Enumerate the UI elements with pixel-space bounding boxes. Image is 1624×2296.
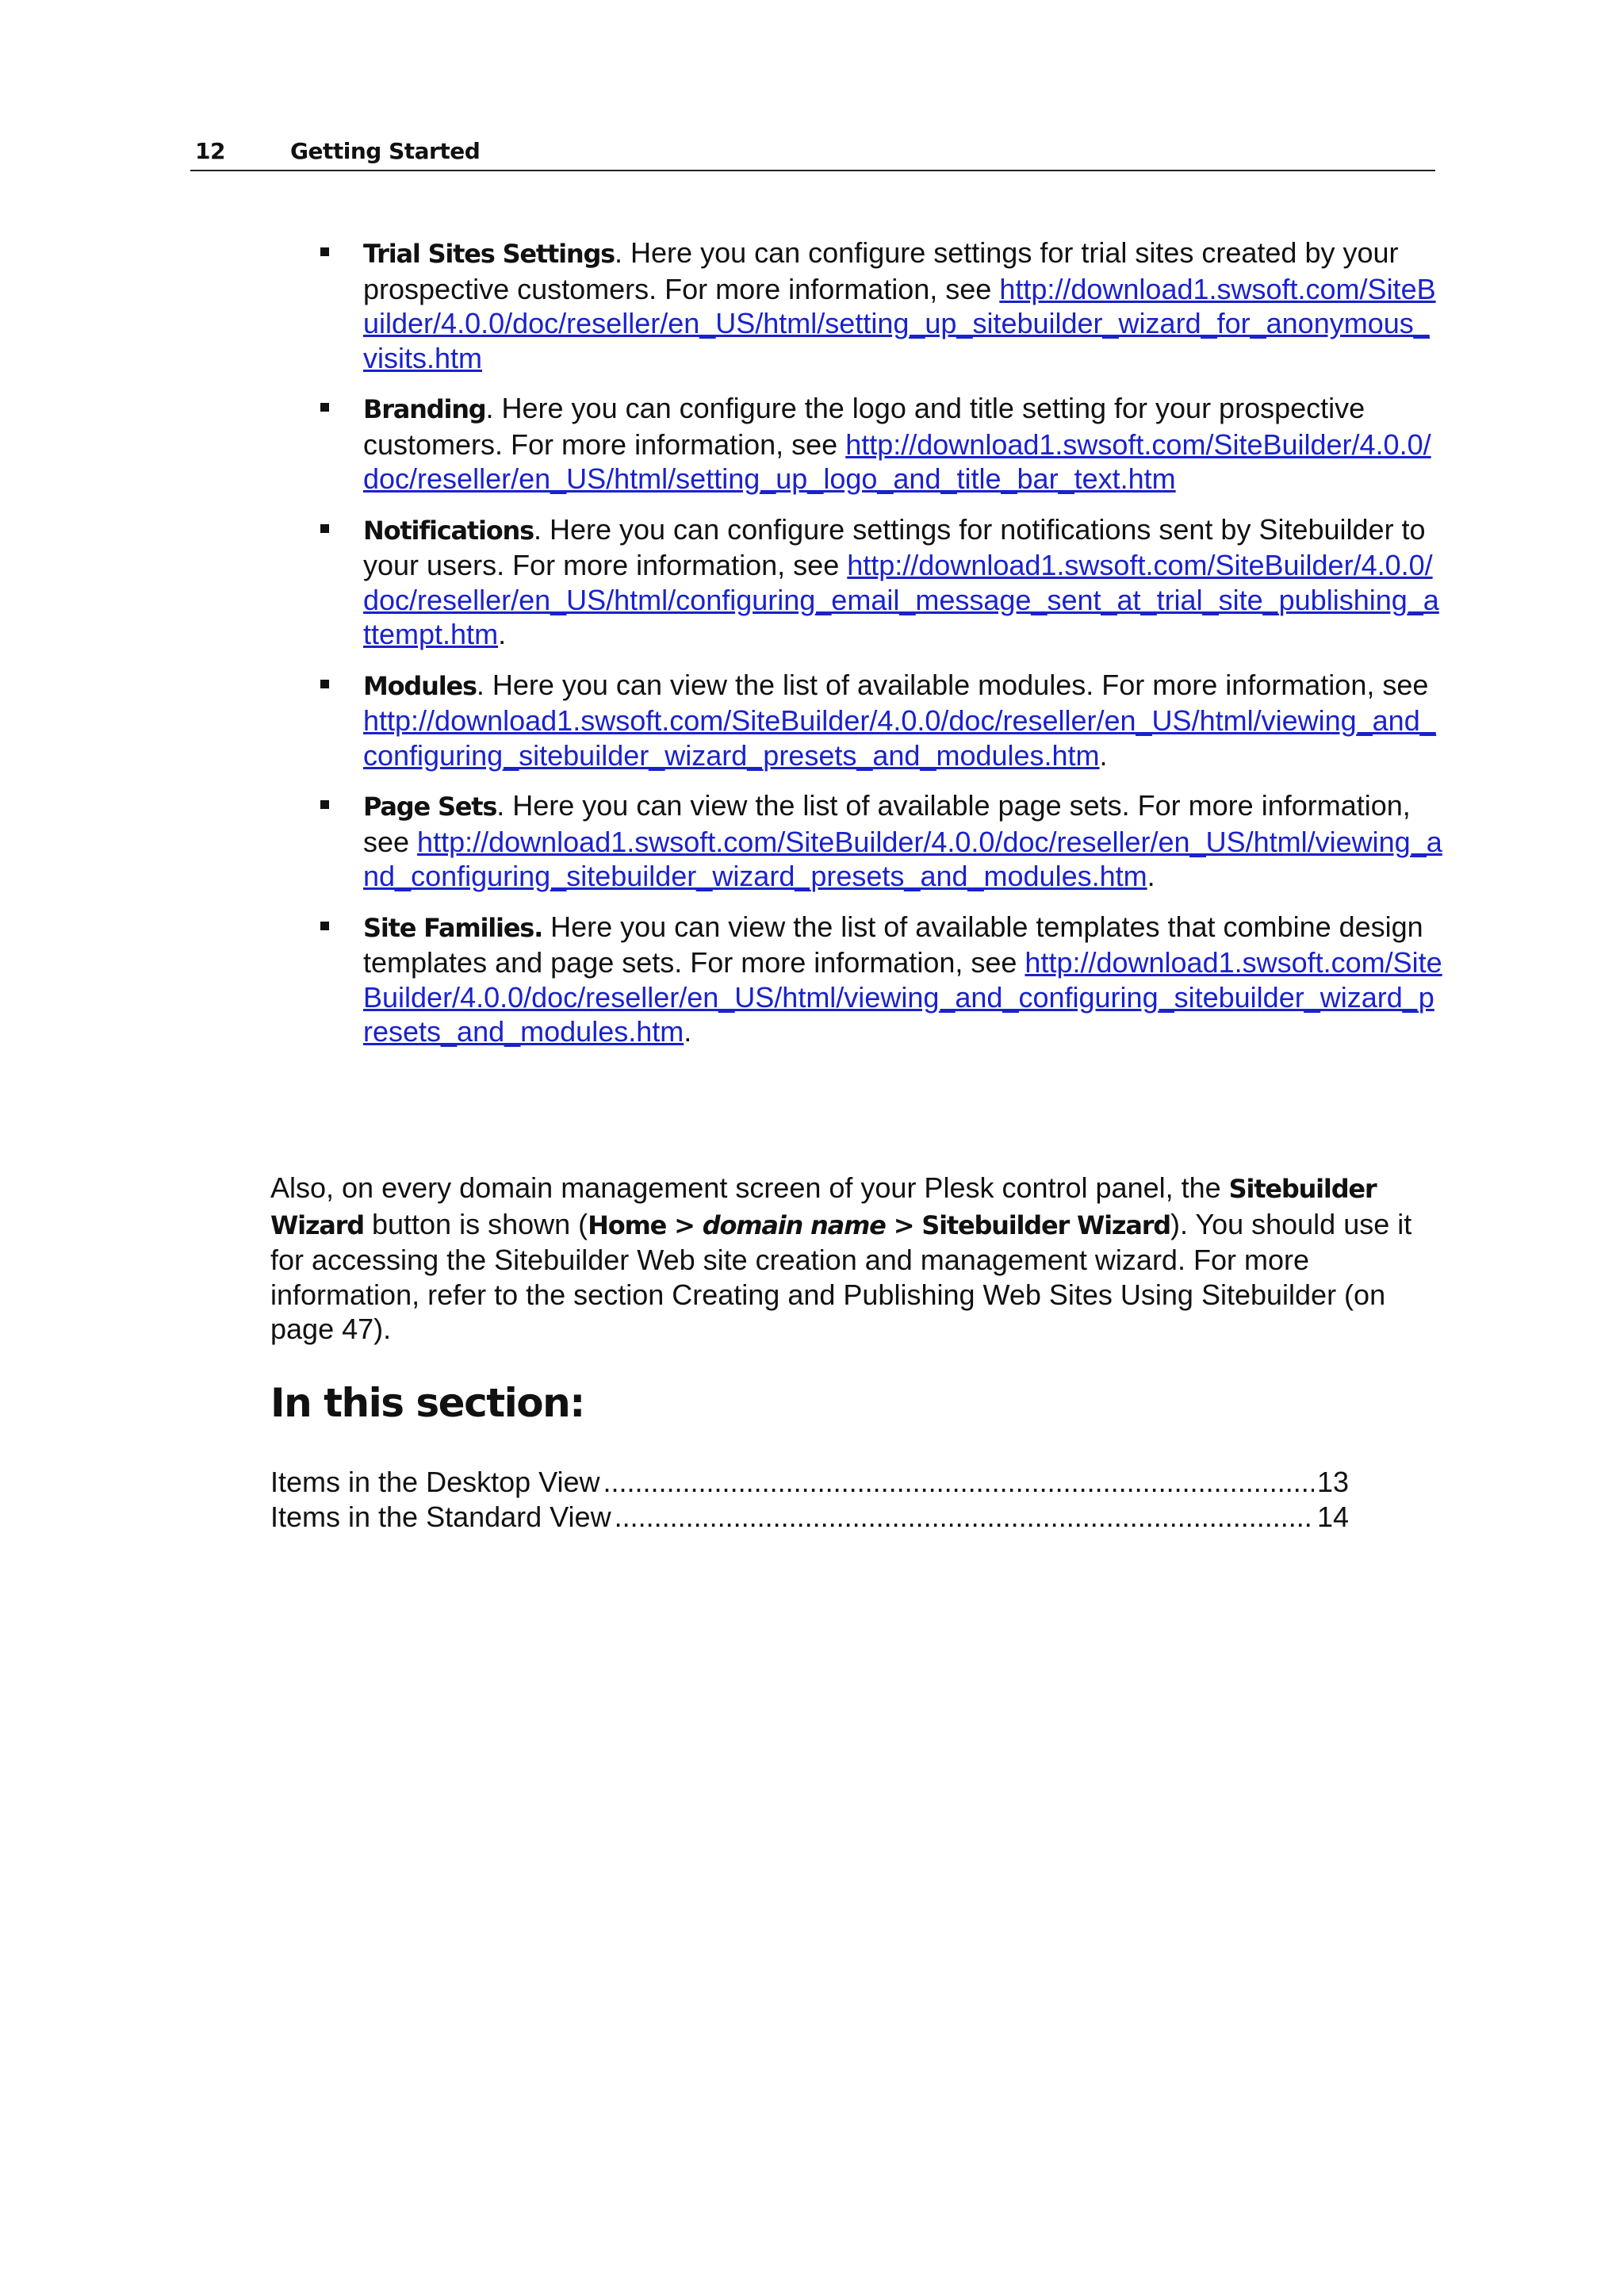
bullet-term: Modules xyxy=(363,670,477,701)
bullet-term: Branding xyxy=(363,394,486,424)
sitebuilder-wizard-paragraph xyxy=(270,1171,1420,1347)
toc-leader-dots xyxy=(603,1465,1314,1500)
paragraph-text: Also, on every domain management screen of your Plesk control panel, the xyxy=(270,1171,1229,1204)
doc-link[interactable]: http://download1.swsoft.com/SiteBuilder/4.0.0/doc/reseller/en_US/html/viewing_and_configuring_sitebuilder_wizard_presets_and_modules.htm xyxy=(363,946,1442,1048)
nav-path-wizard: > Sitebuilder Wizard xyxy=(893,1209,1171,1240)
bullet-square-icon xyxy=(320,680,329,688)
toc-entry-title: Items in the Desktop View xyxy=(270,1466,600,1498)
bullet-branding xyxy=(317,391,1443,496)
bullet-page-sets xyxy=(317,788,1443,894)
bullet-term: Notifications xyxy=(363,515,534,546)
bullet-modules xyxy=(317,668,1443,773)
bullet-trial-sites-settings xyxy=(317,236,1443,375)
bullet-term: Site Families. xyxy=(363,912,543,943)
nav-path-domain-name: domain name xyxy=(702,1209,886,1240)
bullet-square-icon xyxy=(320,800,329,809)
toc-entry-page: 14 xyxy=(1316,1500,1349,1533)
toc-entry-standard-view[interactable] xyxy=(270,1500,1349,1535)
section-heading: In this section: xyxy=(270,1380,584,1426)
bullet-description: . Here you can configure settings for notifications sent by Sitebuilder to your users. For more information, see xyxy=(363,512,1426,581)
toc-entry-title: Items in the Standard View xyxy=(270,1500,611,1533)
page-number: 12 xyxy=(195,138,225,164)
doc-link[interactable]: http://download1.swsoft.com/SiteBuilder/4.0.0/doc/reseller/en_US/html/viewing_and_configuring_sitebuilder_wizard_presets_and_modules.htm xyxy=(363,825,1442,892)
settings-bullet-list xyxy=(317,236,1443,1065)
bullet-trailing: . xyxy=(498,618,507,650)
toc-entry-desktop-view[interactable] xyxy=(270,1465,1349,1500)
bullet-description: . Here you can view the list of available page sets. For more information, see xyxy=(363,789,1411,858)
toc-entry-page: 13 xyxy=(1316,1466,1349,1498)
bullet-term: Page Sets xyxy=(363,792,497,822)
bullet-notifications xyxy=(317,512,1443,652)
bullet-description: . Here you can configure the logo and title setting for your prospective customers. For more information, see xyxy=(363,392,1365,461)
bullet-trailing: . xyxy=(684,1015,692,1048)
toc-leader-dots xyxy=(615,1500,1314,1535)
bullet-description: . Here you can view the list of available modules. For more information, see xyxy=(476,668,1429,701)
doc-link[interactable]: http://download1.swsoft.com/SiteBuilder/4.0.0/doc/reseller/en_US/html/configuring_email_message_sent_at_trial_site_publishing_attempt.htm xyxy=(363,549,1439,650)
page-header xyxy=(190,135,1435,171)
bullet-trailing: . xyxy=(1099,738,1108,772)
bullet-term: Trial Sites Settings xyxy=(363,239,615,269)
doc-link[interactable]: http://download1.swsoft.com/SiteBuilder/4.0.0/doc/reseller/en_US/html/setting_up_logo_and_title_bar_text.htm xyxy=(363,427,1431,495)
bullet-description: Here you can view the list of available templates that combine design templates and page sets. For more information, see xyxy=(363,910,1423,979)
chapter-title: Getting Started xyxy=(290,138,481,164)
paragraph-text: ). You should use it for accessing the Sitebuilder Web site creation and management wizard. For more information, refer to the section Creating and Publishing Web Sites Using Sitebuilder (on page 47). xyxy=(270,1207,1412,1345)
table-of-contents xyxy=(270,1465,1349,1534)
doc-link[interactable]: http://download1.swsoft.com/SiteBuilder/4.0.0/doc/reseller/en_US/html/setting_up_sitebuilder_wizard_for_anonymous_visits.htm xyxy=(363,272,1436,374)
bullet-square-icon xyxy=(320,403,329,412)
paragraph-text: button is shown ( xyxy=(363,1207,588,1240)
bullet-trailing: . xyxy=(1147,860,1155,892)
sitebuilder-wizard-term: Sitebuilder Wizard xyxy=(270,1174,1377,1240)
bullet-square-icon xyxy=(320,524,329,533)
bullet-square-icon xyxy=(320,922,329,930)
doc-link[interactable]: http://download1.swsoft.com/SiteBuilder/4.0.0/doc/reseller/en_US/html/viewing_and_configuring_sitebuilder_wizard_presets_and_modules.htm xyxy=(363,704,1436,772)
bullet-description: . Here you can configure settings for trial sites created by your prospective customers. For more information, see xyxy=(363,236,1399,305)
nav-path-home: Home > xyxy=(588,1209,695,1240)
bullet-square-icon xyxy=(320,247,329,256)
bullet-site-families xyxy=(317,910,1443,1049)
